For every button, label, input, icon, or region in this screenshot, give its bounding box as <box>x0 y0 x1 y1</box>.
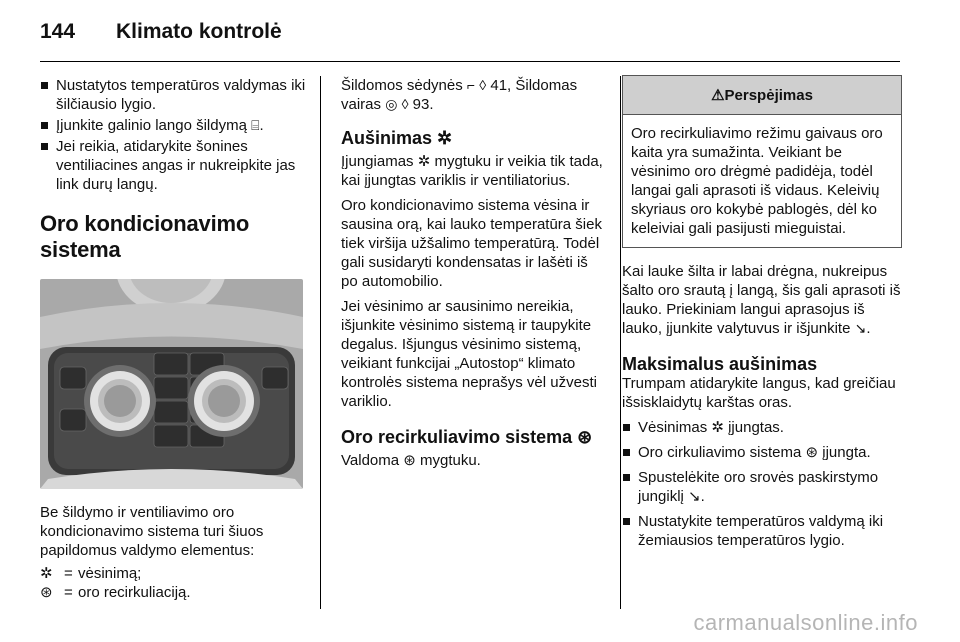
list-item: Spustelėkite oro srovės paskirstymo jungiklį ↘. <box>622 468 902 506</box>
list-item: Jei reikia, atidarykite šonines ventiliacines angas ir nukreipkite jas link durų langų. <box>40 137 306 194</box>
page-number: 144 <box>40 20 76 43</box>
recirculation-icon: ⊛ <box>40 584 53 601</box>
section-heading: Maksimalus aušinimas <box>622 354 818 374</box>
heated-steering-wheel-icon: ◎ <box>385 96 398 112</box>
warning-title: Perspėjimas <box>724 86 813 104</box>
page-reference-icon: ◊ <box>401 96 409 112</box>
column-2 <box>341 76 605 472</box>
air-distribution-icon: ↘ <box>854 320 867 336</box>
warning-header <box>623 76 901 115</box>
cooling-icon: ✲ <box>40 565 53 582</box>
page-reference-icon: ◊ <box>479 77 487 93</box>
paragraph: Jei vėsinimo ar sausinimo nereikia, išjunkite vėsinimo sistemą ir taupykite degalus. Išjungus vėsinimo sistemą, veikiant funkcijai „Autostop“ klimato kontrolės sistema neprašys vėl užvesti variklio. <box>341 298 597 410</box>
cooling-icon: ✲ <box>437 128 453 148</box>
paragraph: Valdoma ⊛ mygtuku. <box>341 452 481 469</box>
definition-text: oro recirkuliaciją. <box>78 584 191 601</box>
definition-row <box>40 564 306 583</box>
definition-text: vėsinimą; <box>78 565 142 582</box>
section-heading: Oro recirkuliavimo sistema ⊛ <box>341 427 593 447</box>
watermark: carmanualsonline.info <box>693 610 918 635</box>
list-item: Nustatytos temperatūros valdymas iki šilčiausio lygio. <box>40 76 306 114</box>
paragraph: Oro kondicionavimo sistema vėsina ir sausina orą, kai lauko temperatūra šiek tiek viršija užšalimo temperatūrą. Todėl gali susidaryti kondensatas ir lašėti iš po automobilio. <box>341 197 602 290</box>
list-item: Įjunkite galinio lango šildymą ⌸. <box>40 116 306 135</box>
page-title: Klimato kontrolė <box>116 20 282 43</box>
header-rule <box>40 61 900 62</box>
paragraph: Kai lauke šilta ir labai drėgna, nukreipus šalto oro srautą į langą, šis gali aprasoti iš lauko. Priekiniam langui aprasojus iš lauko, įjunkite valytuvus ir išjunkite ↘. <box>622 263 901 337</box>
cross-reference-paragraph: Šildomos sėdynės ⌐ ◊ 41, Šildomas vairas ◎ ◊ 93. <box>341 77 578 113</box>
column-3 <box>622 76 902 552</box>
list-item: Oro cirkuliavimo sistema ⊛ įjungta. <box>622 443 902 462</box>
climate-control-panel-photo <box>40 279 303 489</box>
page-header <box>40 20 282 46</box>
list-item: Nustatykite temperatūros valdymą iki žemiausios temperatūros lygio. <box>622 512 902 550</box>
photo-caption: Be šildymo ir ventiliavimo oro kondicionavimo sistema turi šiuos papildomus valdymo elementus: <box>40 504 264 559</box>
instruction-list <box>622 418 902 550</box>
definition-row <box>40 583 306 602</box>
column-divider <box>620 76 621 609</box>
equals-sign: = <box>64 584 73 601</box>
paragraph: Įjungiamas ✲ mygtuku ir veikia tik tada, kai įjungtas variklis ir ventiliatorius. <box>341 153 603 189</box>
heated-seat-icon: ⌐ <box>466 77 476 93</box>
warning-icon: ⚠ <box>711 86 725 104</box>
rear-window-heating-icon: ⌸ <box>251 117 260 133</box>
column-1 <box>40 76 306 602</box>
warning-text: Oro recirkuliavimo režimu gaivaus oro kaita yra sumažinta. Veikiant be vėsinimo oro drėgmė padidėja, todėl langai gali aprasoti iš vidaus. Keleivių skyriaus oro kokybė pablogės, dėl ko keleiviai gali pasijusti mieguistai. <box>631 125 883 237</box>
section-heading: Oro kondicionavimo sistema <box>40 211 250 262</box>
warning-box <box>622 75 902 248</box>
section-heading: Aušinimas ✲ <box>341 128 453 148</box>
column-divider <box>320 76 321 609</box>
equals-sign: = <box>64 565 73 582</box>
list-item: Vėsinimas ✲ įjungtas. <box>622 418 902 437</box>
paragraph: Trumpam atidarykite langus, kad greičiau išsisklaidytų karštas oras. <box>622 375 896 411</box>
recirculation-icon: ⊛ <box>577 427 593 447</box>
definition-list <box>40 564 306 602</box>
